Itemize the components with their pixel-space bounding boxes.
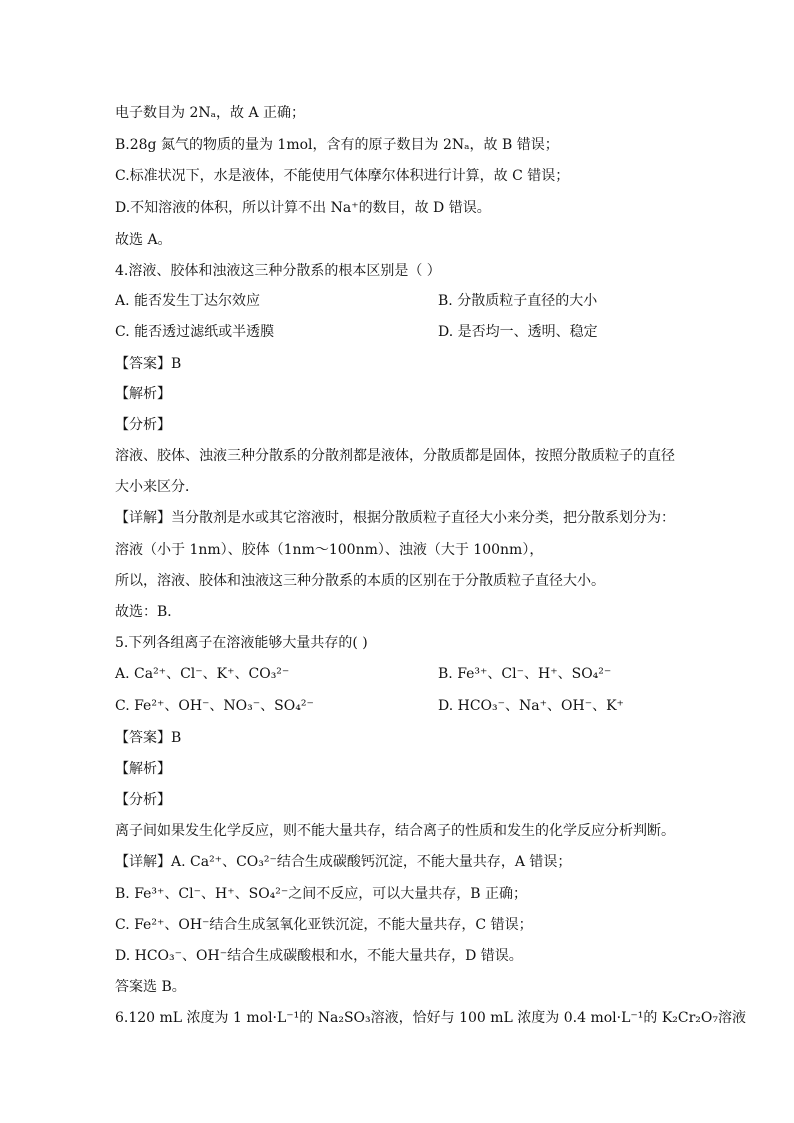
- text-line: D.不知溶液的体积，所以计算不出 Na⁺的数目，故 D 错误。: [115, 200, 491, 216]
- text-line: 溶液（小于 1nm）、胶体（1nm～100nm）、浊液（大于 100nm），: [115, 542, 544, 558]
- text-line: D. HCO₃⁻、OH⁻结合生成碳酸根和水，不能大量共存，D 错误。: [115, 948, 523, 964]
- option-c: C. 能否透过滤纸或半透膜: [115, 324, 275, 340]
- question-5: 5.下列各组离子在溶液能够大量共存的( ): [115, 635, 368, 651]
- detail-line: 【详解】当分散剂是水或其它溶液时，根据分散质粒子直径大小来分类，把分散系划分为：: [115, 510, 675, 526]
- option-c: C. Fe²⁺、OH⁻、NO₃⁻、SO₄²⁻: [115, 698, 314, 714]
- text-line: 离子间如果发生化学反应，则不能大量共存，结合离子的性质和发生的化学反应分析判断。: [115, 823, 675, 839]
- text-line: 故选 A。: [115, 232, 172, 248]
- text-line: 电子数目为 2Nₐ，故 A 正确；: [115, 105, 306, 121]
- question-6: 6.120 mL 浓度为 1 mol·L⁻¹的 Na₂SO₃溶液，恰好与 100 mL 浓度为 0.4 mol·L⁻¹的 K₂Cr₂O₇溶液: [115, 1010, 746, 1026]
- text-line: 答案选 B。: [115, 979, 186, 995]
- text-line: 故选：B．: [115, 604, 182, 620]
- option-a: A. 能否发生丁达尔效应: [115, 293, 261, 309]
- analysis-sub-label: 【分析】: [115, 417, 171, 433]
- text-line: 溶液、胶体、浊液三种分散系的分散剂都是液体，分散质都是固体，按照分散质粒子的直径: [115, 448, 675, 464]
- detail-line: 【详解】A. Ca²⁺、CO₃²⁻结合生成碳酸钙沉淀，不能大量共存，A 错误；: [115, 854, 572, 870]
- analysis-label: 【解析】: [115, 386, 171, 402]
- option-d: D. HCO₃⁻、Na⁺、OH⁻、K⁺: [438, 698, 624, 714]
- analysis-label: 【解析】: [115, 761, 171, 777]
- option-b: B. Fe³⁺、Cl⁻、H⁺、SO₄²⁻: [438, 666, 612, 682]
- text-line: B.28g 氮气的物质的量为 1mol，含有的原子数目为 2Nₐ，故 B 错误；: [115, 137, 559, 153]
- text-line: C. Fe²⁺、OH⁻结合生成氢氧化亚铁沉淀，不能大量共存，C 错误；: [115, 917, 533, 933]
- text-line: C.标准状况下，水是液体，不能使用气体摩尔体积进行计算，故 C 错误；: [115, 168, 570, 184]
- option-a: A. Ca²⁺、Cl⁻、K⁺、CO₃²⁻: [115, 666, 290, 682]
- option-d: D. 是否均一、透明、稳定: [438, 324, 598, 340]
- question-4: 4.溶液、胶体和浊液这三种分散系的根本区别是（ ）: [115, 263, 441, 279]
- answer-label: 【答案】B: [115, 730, 182, 746]
- text-line: B. Fe³⁺、Cl⁻、H⁺、SO₄²⁻之间不反应，可以大量共存，B 正确；: [115, 886, 528, 902]
- option-b: B. 分散质粒子直径的大小: [438, 293, 598, 309]
- answer-label: 【答案】B: [115, 356, 182, 372]
- text-line: 所以，溶液、胶体和浊液这三种分散系的本质的区别在于分散质粒子直径大小。: [115, 573, 605, 589]
- text-line: 大小来区分．: [115, 479, 199, 495]
- analysis-sub-label: 【分析】: [115, 792, 171, 808]
